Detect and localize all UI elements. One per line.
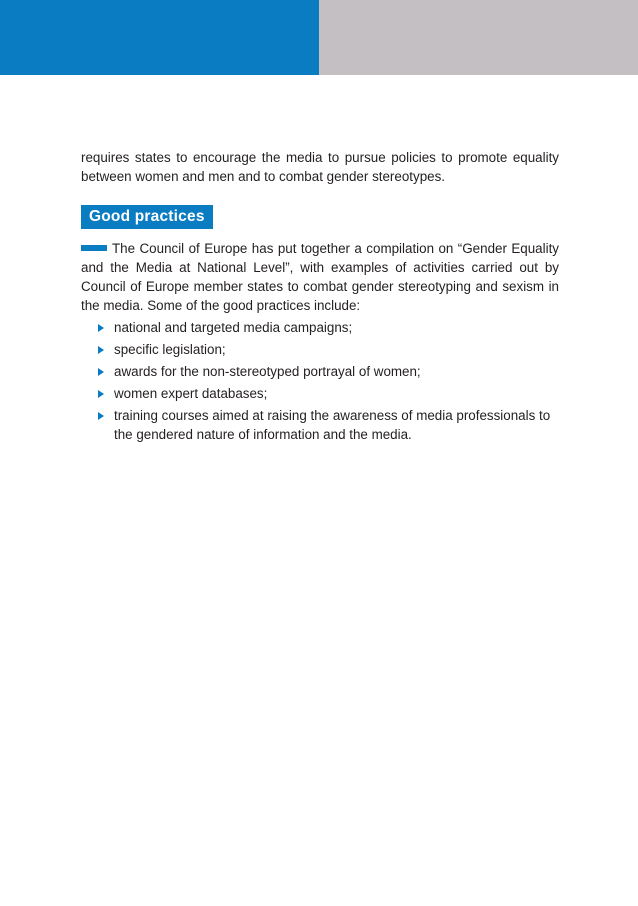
list-item-text: women expert databases;: [114, 386, 268, 401]
section-heading: Good practices: [81, 205, 213, 229]
list-item: [81, 318, 559, 337]
section-paragraph: [81, 239, 559, 315]
list-item: [81, 384, 559, 403]
triangle-bullet-icon: [98, 390, 104, 398]
header-bar-blue: [0, 0, 319, 75]
intro-paragraph: requires states to encourage the media to pursue policies to promote equality between women and men and to combat gender stereotypes.: [81, 150, 559, 184]
header-bar-grey: [319, 0, 638, 75]
list-item: [81, 362, 559, 381]
list-item-text: specific legislation;: [114, 342, 226, 357]
section-paragraph-text: The Council of Europe has put together a compilation on “Gender Equality and the Media at National Level”, with examples of activities carried out by Council of Europe member states to combat gender stereotyping and sexism in the media. Some of the good practices include:: [81, 241, 559, 313]
page-content: [81, 148, 559, 447]
good-practices-list: [81, 318, 559, 444]
list-item: [81, 406, 559, 444]
triangle-bullet-icon: [98, 346, 104, 354]
triangle-bullet-icon: [98, 324, 104, 332]
paragraph-marker-icon: [81, 245, 107, 251]
triangle-bullet-icon: [98, 368, 104, 376]
list-item-text: awards for the non-stereotyped portrayal of women;: [114, 364, 421, 379]
triangle-bullet-icon: [98, 412, 104, 420]
list-item: [81, 340, 559, 359]
list-item-text: national and targeted media campaigns;: [114, 320, 353, 335]
list-item-text: training courses aimed at raising the awareness of media professionals to the gendered nature of information and the media.: [114, 408, 551, 442]
